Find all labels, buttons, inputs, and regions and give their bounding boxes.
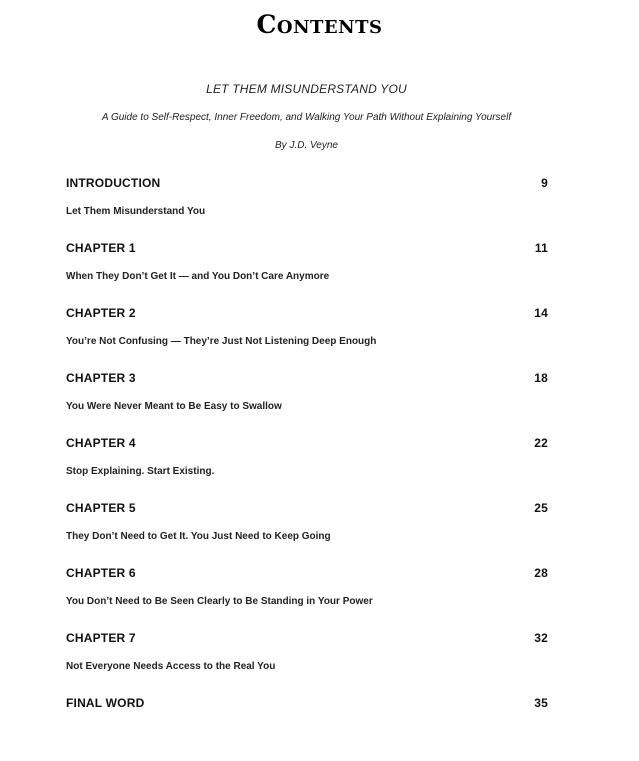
toc-entry-subtitle: They Don’t Need to Get It. You Just Need to Keep Going	[66, 531, 331, 542]
toc-entry-introduction[interactable]	[66, 176, 550, 241]
toc-entry-page-number: 35	[534, 696, 548, 710]
toc-entry-label: CHAPTER 7	[66, 631, 136, 645]
toc-entry-page-number: 18	[534, 371, 548, 385]
toc-entry-page-number: 14	[534, 306, 548, 320]
toc-entry-chapter-7[interactable]	[66, 631, 550, 696]
toc-entry-subtitle: Let Them Misunderstand You	[66, 206, 206, 217]
toc-entry-subtitle: Stop Explaining. Start Existing.	[66, 466, 215, 477]
toc-entry-chapter-5[interactable]	[66, 501, 550, 566]
table-of-contents	[66, 176, 550, 761]
toc-entry-label: CHAPTER 2	[66, 306, 136, 320]
toc-entry-page-number: 32	[534, 631, 548, 645]
toc-entry-chapter-6[interactable]	[66, 566, 550, 631]
toc-entry-chapter-4[interactable]	[66, 436, 550, 501]
toc-entry-subtitle: When They Don’t Get It — and You Don’t Care Anymore	[66, 271, 330, 282]
toc-entry-chapter-3[interactable]	[66, 371, 550, 436]
toc-entry-page-number: 28	[534, 566, 548, 580]
toc-entry-chapter-1[interactable]	[66, 241, 550, 306]
toc-entry-label: CHAPTER 5	[66, 501, 136, 515]
toc-entry-label: CHAPTER 1	[66, 241, 136, 255]
toc-entry-page-number: 22	[534, 436, 548, 450]
page-title: Contents	[256, 10, 383, 39]
toc-entry-subtitle: You’re Not Confusing — They’re Just Not Listening Deep Enough	[66, 336, 377, 347]
toc-entry-subtitle: Not Everyone Needs Access to the Real You	[66, 661, 276, 672]
toc-entry-subtitle: You Don’t Need to Be Seen Clearly to Be Standing in Your Power	[66, 596, 373, 607]
toc-entry-page-number: 9	[541, 176, 548, 190]
toc-entry-page-number: 11	[534, 241, 548, 255]
toc-entry-label: CHAPTER 6	[66, 566, 136, 580]
toc-entry-label: INTRODUCTION	[66, 176, 161, 190]
book-title: LET THEM MISUNDERSTAND YOU	[206, 82, 407, 96]
toc-entry-subtitle: You Were Never Meant to Be Easy to Swallow	[66, 401, 282, 412]
toc-entry-final-word[interactable]	[66, 696, 550, 761]
toc-entry-label: CHAPTER 4	[66, 436, 136, 450]
toc-entry-label: CHAPTER 3	[66, 371, 136, 385]
toc-entry-label: FINAL WORD	[66, 696, 145, 710]
book-subtitle: A Guide to Self-Respect, Inner Freedom, and Walking Your Path Without Explaining Yourself	[101, 112, 512, 123]
author-line: By J.D. Veyne	[275, 140, 338, 151]
toc-entry-chapter-2[interactable]	[66, 306, 550, 371]
toc-entry-page-number: 25	[534, 501, 548, 515]
